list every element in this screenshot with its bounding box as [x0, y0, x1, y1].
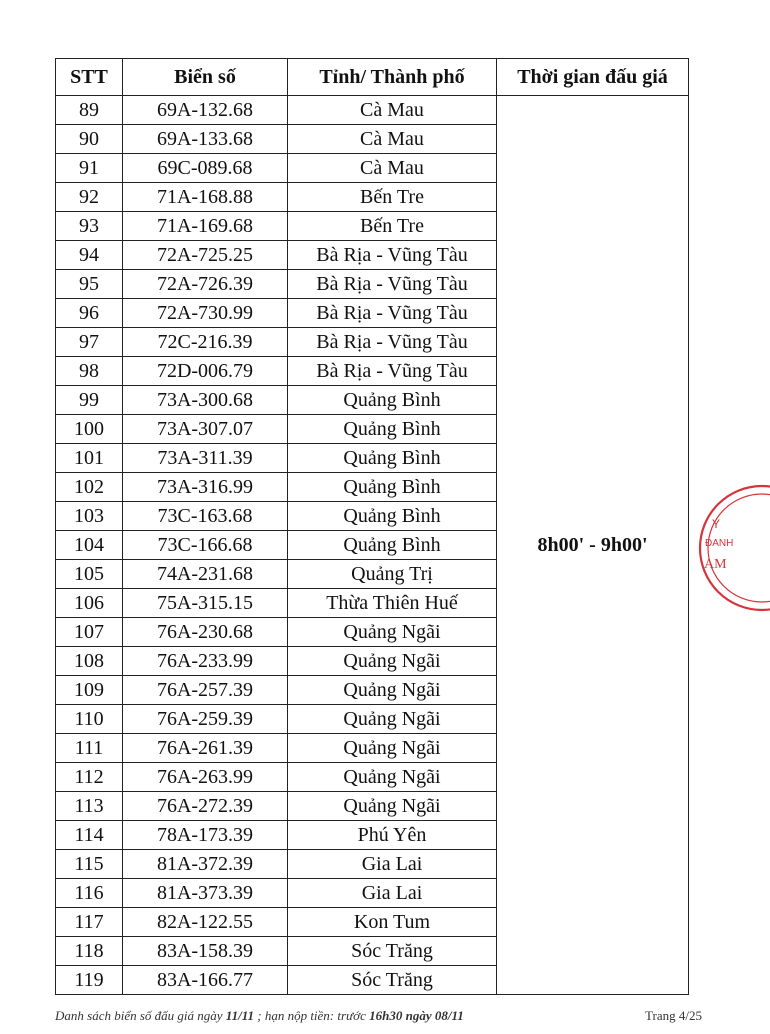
cell-stt: 110: [56, 705, 123, 734]
cell-province: Cà Mau: [288, 154, 497, 183]
cell-plate: 75A-315.15: [123, 589, 288, 618]
cell-stt: 96: [56, 299, 123, 328]
cell-stt: 103: [56, 502, 123, 531]
cell-plate: 78A-173.39: [123, 821, 288, 850]
cell-plate: 72A-725.25: [123, 241, 288, 270]
cell-plate: 72D-006.79: [123, 357, 288, 386]
cell-province: Cà Mau: [288, 96, 497, 125]
cell-stt: 91: [56, 154, 123, 183]
cell-plate: 81A-373.39: [123, 879, 288, 908]
cell-stt: 112: [56, 763, 123, 792]
cell-stt: 89: [56, 96, 123, 125]
cell-province: Bà Rịa - Vũng Tàu: [288, 299, 497, 328]
cell-stt: 101: [56, 444, 123, 473]
cell-province: Quảng Ngãi: [288, 763, 497, 792]
cell-stt: 106: [56, 589, 123, 618]
auction-time-cell: 8h00' - 9h00': [497, 96, 689, 995]
cell-province: Bến Tre: [288, 183, 497, 212]
cell-plate: 72A-730.99: [123, 299, 288, 328]
cell-stt: 93: [56, 212, 123, 241]
cell-province: Bến Tre: [288, 212, 497, 241]
cell-stt: 99: [56, 386, 123, 415]
page-footer: [55, 1008, 712, 1024]
page-number: Trang 4/25: [645, 1008, 702, 1023]
cell-plate: 71A-168.88: [123, 183, 288, 212]
cell-province: Bà Rịa - Vũng Tàu: [288, 328, 497, 357]
cell-plate: 69C-089.68: [123, 154, 288, 183]
cell-province: Quảng Bình: [288, 473, 497, 502]
cell-stt: 105: [56, 560, 123, 589]
cell-plate: 76A-257.39: [123, 676, 288, 705]
cell-province: Bà Rịa - Vũng Tàu: [288, 357, 497, 386]
cell-plate: 73A-316.99: [123, 473, 288, 502]
stamp-text-3: AM: [704, 557, 727, 572]
cell-plate: 69A-133.68: [123, 125, 288, 154]
cell-province: Phú Yên: [288, 821, 497, 850]
cell-province: Gia Lai: [288, 879, 497, 908]
stamp-text-2: ĐANH: [705, 538, 734, 549]
cell-plate: 81A-372.39: [123, 850, 288, 879]
table-header-row: [56, 59, 689, 96]
cell-plate: 73A-300.68: [123, 386, 288, 415]
cell-stt: 118: [56, 937, 123, 966]
cell-stt: 117: [56, 908, 123, 937]
cell-stt: 116: [56, 879, 123, 908]
cell-plate: 76A-263.99: [123, 763, 288, 792]
cell-stt: 90: [56, 125, 123, 154]
cell-plate: 74A-231.68: [123, 560, 288, 589]
cell-stt: 102: [56, 473, 123, 502]
cell-plate: 76A-230.68: [123, 618, 288, 647]
cell-plate: 76A-272.39: [123, 792, 288, 821]
cell-stt: 108: [56, 647, 123, 676]
cell-province: Sóc Trăng: [288, 937, 497, 966]
cell-stt: 92: [56, 183, 123, 212]
cell-province: Quảng Ngãi: [288, 792, 497, 821]
cell-stt: 107: [56, 618, 123, 647]
header-plate: Biển số: [123, 59, 288, 96]
cell-stt: 94: [56, 241, 123, 270]
footer-auction-date: 11/11: [225, 1008, 254, 1023]
cell-province: Quảng Ngãi: [288, 734, 497, 763]
cell-province: Quảng Bình: [288, 415, 497, 444]
cell-plate: 73C-163.68: [123, 502, 288, 531]
cell-plate: 72A-726.39: [123, 270, 288, 299]
cell-plate: 72C-216.39: [123, 328, 288, 357]
cell-stt: 97: [56, 328, 123, 357]
cell-stt: 98: [56, 357, 123, 386]
header-stt: STT: [56, 59, 123, 96]
cell-province: Gia Lai: [288, 850, 497, 879]
cell-province: Kon Tum: [288, 908, 497, 937]
cell-plate: 76A-233.99: [123, 647, 288, 676]
cell-stt: 111: [56, 734, 123, 763]
cell-province: Quảng Bình: [288, 502, 497, 531]
cell-stt: 100: [56, 415, 123, 444]
cell-plate: 73A-307.07: [123, 415, 288, 444]
cell-province: Thừa Thiên Huế: [288, 589, 497, 618]
cell-stt: 115: [56, 850, 123, 879]
table-body: [56, 96, 689, 995]
red-seal-stamp: [690, 478, 770, 618]
cell-plate: 82A-122.55: [123, 908, 288, 937]
stamp-text-1: Y: [712, 517, 721, 531]
cell-stt: 95: [56, 270, 123, 299]
cell-stt: 109: [56, 676, 123, 705]
cell-province: Quảng Ngãi: [288, 647, 497, 676]
cell-province: Quảng Ngãi: [288, 618, 497, 647]
cell-plate: 83A-158.39: [123, 937, 288, 966]
cell-province: Quảng Bình: [288, 386, 497, 415]
cell-plate: 76A-259.39: [123, 705, 288, 734]
cell-province: Quảng Bình: [288, 531, 497, 560]
cell-plate: 69A-132.68: [123, 96, 288, 125]
cell-province: Quảng Bình: [288, 444, 497, 473]
table-row: [56, 96, 689, 125]
cell-plate: 83A-166.77: [123, 966, 288, 995]
cell-stt: 104: [56, 531, 123, 560]
cell-plate: 76A-261.39: [123, 734, 288, 763]
header-auction-time: Thời gian đấu giá: [497, 59, 689, 96]
footer-prefix: Danh sách biển số đấu giá ngày: [55, 1008, 226, 1023]
cell-stt: 113: [56, 792, 123, 821]
cell-stt: 119: [56, 966, 123, 995]
cell-province: Bà Rịa - Vũng Tàu: [288, 270, 497, 299]
license-plate-table: [55, 58, 689, 995]
cell-province: Quảng Ngãi: [288, 676, 497, 705]
cell-province: Cà Mau: [288, 125, 497, 154]
cell-province: Quảng Trị: [288, 560, 497, 589]
cell-province: Bà Rịa - Vũng Tàu: [288, 241, 497, 270]
cell-plate: 71A-169.68: [123, 212, 288, 241]
cell-province: Quảng Ngãi: [288, 705, 497, 734]
cell-plate: 73C-166.68: [123, 531, 288, 560]
cell-province: Sóc Trăng: [288, 966, 497, 995]
cell-stt: 114: [56, 821, 123, 850]
header-province: Tỉnh/ Thành phố: [288, 59, 497, 96]
cell-plate: 73A-311.39: [123, 444, 288, 473]
footer-deadline: 16h30 ngày 08/11: [369, 1008, 464, 1023]
footer-middle: ; hạn nộp tiền: trước: [253, 1008, 370, 1023]
